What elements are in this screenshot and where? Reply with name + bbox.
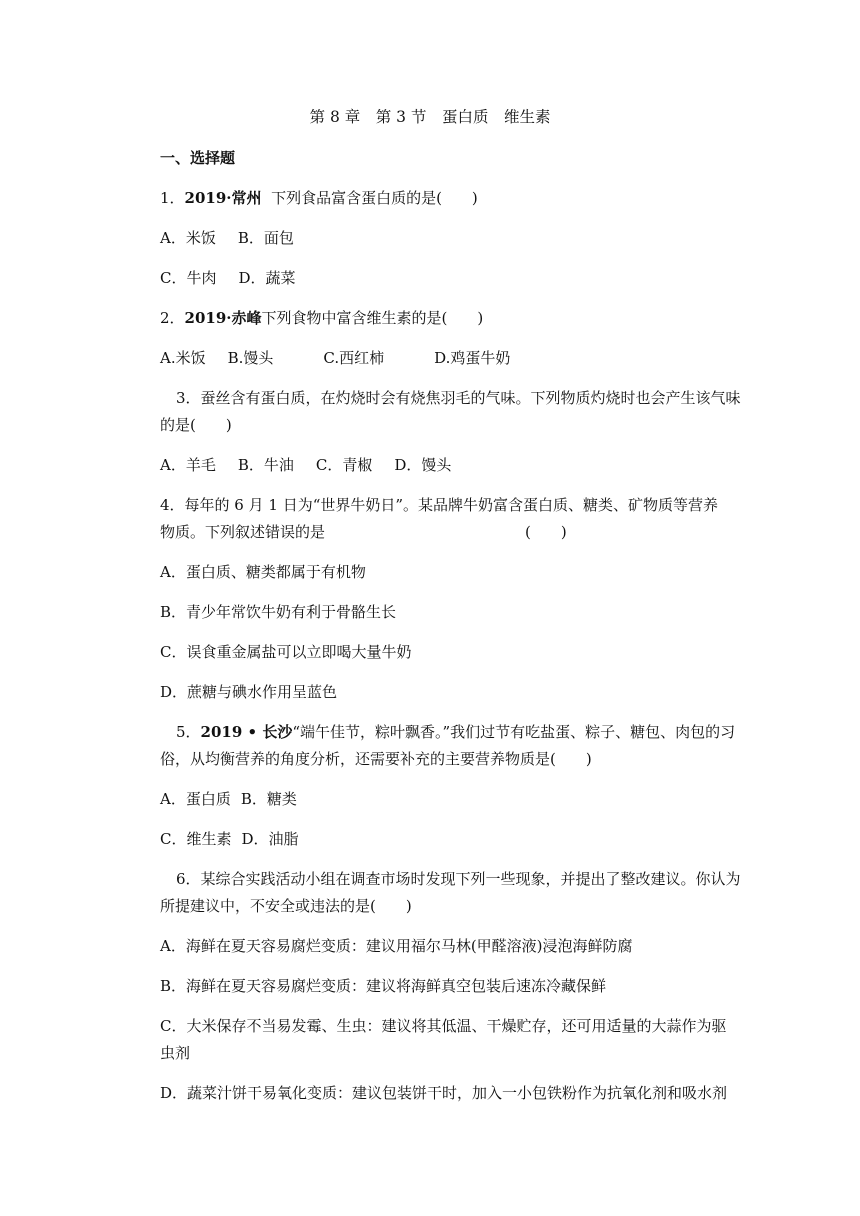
question-1-options-row-2 xyxy=(160,266,735,290)
question-3-option-c: C．青椒 xyxy=(315,456,373,474)
question-4-line-2 xyxy=(160,520,735,544)
question-6-line-1: 6．某综合实践活动小组在调查市场时发现下列一些现象，并提出了整改建议。你认为 xyxy=(176,870,741,888)
question-4-text: 物质。下列叙述错误的是 xyxy=(160,523,326,541)
question-6-option-a: A．海鲜在夏天容易腐烂变质：建议用福尔马林(甲醛溶液)浸泡海鲜防腐 xyxy=(160,937,633,955)
question-1-text: 下列食品富含蛋白质的是( ) xyxy=(261,189,478,207)
question-5-option-c: C．维生素 xyxy=(160,830,232,848)
question-5-number: 5． xyxy=(176,723,201,741)
question-5-line-1 xyxy=(176,720,751,744)
question-2-option-b: B.馒头 xyxy=(227,349,274,367)
question-5-options-row-2 xyxy=(160,827,735,851)
question-6-option-d: D．蔬菜汁饼干易氧化变质：建议包装饼干时，加入一小包铁粉作为抗氧化剂和吸水剂 xyxy=(160,1084,728,1102)
question-2-text: 下列食物中富含维生素的是( ) xyxy=(261,309,484,327)
question-5-source: 2019 • 长沙 xyxy=(200,723,293,741)
question-3-line-1: 3．蚕丝含有蛋白质，在灼烧时会有烧焦羽毛的气味。下列物质灼烧时也会产生该气味 xyxy=(176,389,741,407)
question-2-options xyxy=(160,346,735,370)
question-3-option-a: A．羊毛 xyxy=(160,456,216,474)
question-2-stem xyxy=(160,306,735,330)
question-3-option-b: B．牛油 xyxy=(237,456,294,474)
question-4-option-d: D．蔗糖与碘水作用呈蓝色 xyxy=(160,683,338,701)
question-1-options-row-1 xyxy=(160,226,735,250)
question-2-option-c: C.西红柿 xyxy=(323,349,385,367)
question-6-option-b: B．海鲜在夏天容易腐烂变质：建议将海鲜真空包装后速冻冷藏保鲜 xyxy=(160,977,607,995)
question-3-options xyxy=(160,453,735,477)
question-1-option-a: A．米饭 xyxy=(160,229,216,247)
question-1-option-d: D．蔬菜 xyxy=(238,269,296,287)
question-5-text: “端午佳节，粽叶飘香。”我们过节有吃盐蛋、粽子、糖包、肉包的习 xyxy=(292,723,736,741)
question-1-option-c: C．牛肉 xyxy=(160,269,217,287)
question-5-option-b: B．糖类 xyxy=(240,790,297,808)
question-2-source: 2019·赤峰 xyxy=(184,309,262,327)
question-5-options-row-1 xyxy=(160,787,735,811)
question-2-option-a: A.米饭 xyxy=(160,349,206,367)
question-4-option-c: C．误食重金属盐可以立即喝大量牛奶 xyxy=(160,643,412,661)
question-3-option-d: D．馒头 xyxy=(394,456,452,474)
question-6-option-c-line-1: C．大米保存不当易发霉、生虫：建议将其低温、干燥贮存，还可用适量的大蒜作为驱 xyxy=(160,1017,727,1035)
question-4-answer-paren: ( ) xyxy=(525,523,567,541)
question-3-line-2: 的是( ) xyxy=(160,416,232,434)
question-4-option-a: A．蛋白质、糖类都属于有机物 xyxy=(160,563,366,581)
question-1-option-b: B．面包 xyxy=(237,229,294,247)
question-6-line-2: 所提建议中，不安全或违法的是( ) xyxy=(160,897,412,915)
page-title: 第 8 章 第 3 节 蛋白质 维生素 xyxy=(309,108,551,126)
question-1-source: 2019·常州 xyxy=(184,189,262,207)
question-4-line-1: 4．每年的 6 月 1 日为“世界牛奶日”。某品牌牛奶富含蛋白质、糖类、矿物质等营养 xyxy=(160,496,719,514)
question-6-option-c-line-2: 虫剂 xyxy=(160,1044,191,1062)
question-4-option-b: B．青少年常饮牛奶有利于骨骼生长 xyxy=(160,603,397,621)
section-heading: 一、选择题 xyxy=(160,149,236,167)
question-1-stem xyxy=(160,186,735,210)
question-5-option-a: A．蛋白质 xyxy=(160,790,231,808)
question-2-option-d: D.鸡蛋牛奶 xyxy=(434,349,511,367)
question-1-number: 1． xyxy=(160,189,185,207)
question-5-option-d: D．油脂 xyxy=(241,830,299,848)
question-5-line-2: 俗，从均衡营养的角度分析，还需要补充的主要营养物质是( ) xyxy=(160,750,592,768)
question-2-number: 2． xyxy=(160,309,185,327)
